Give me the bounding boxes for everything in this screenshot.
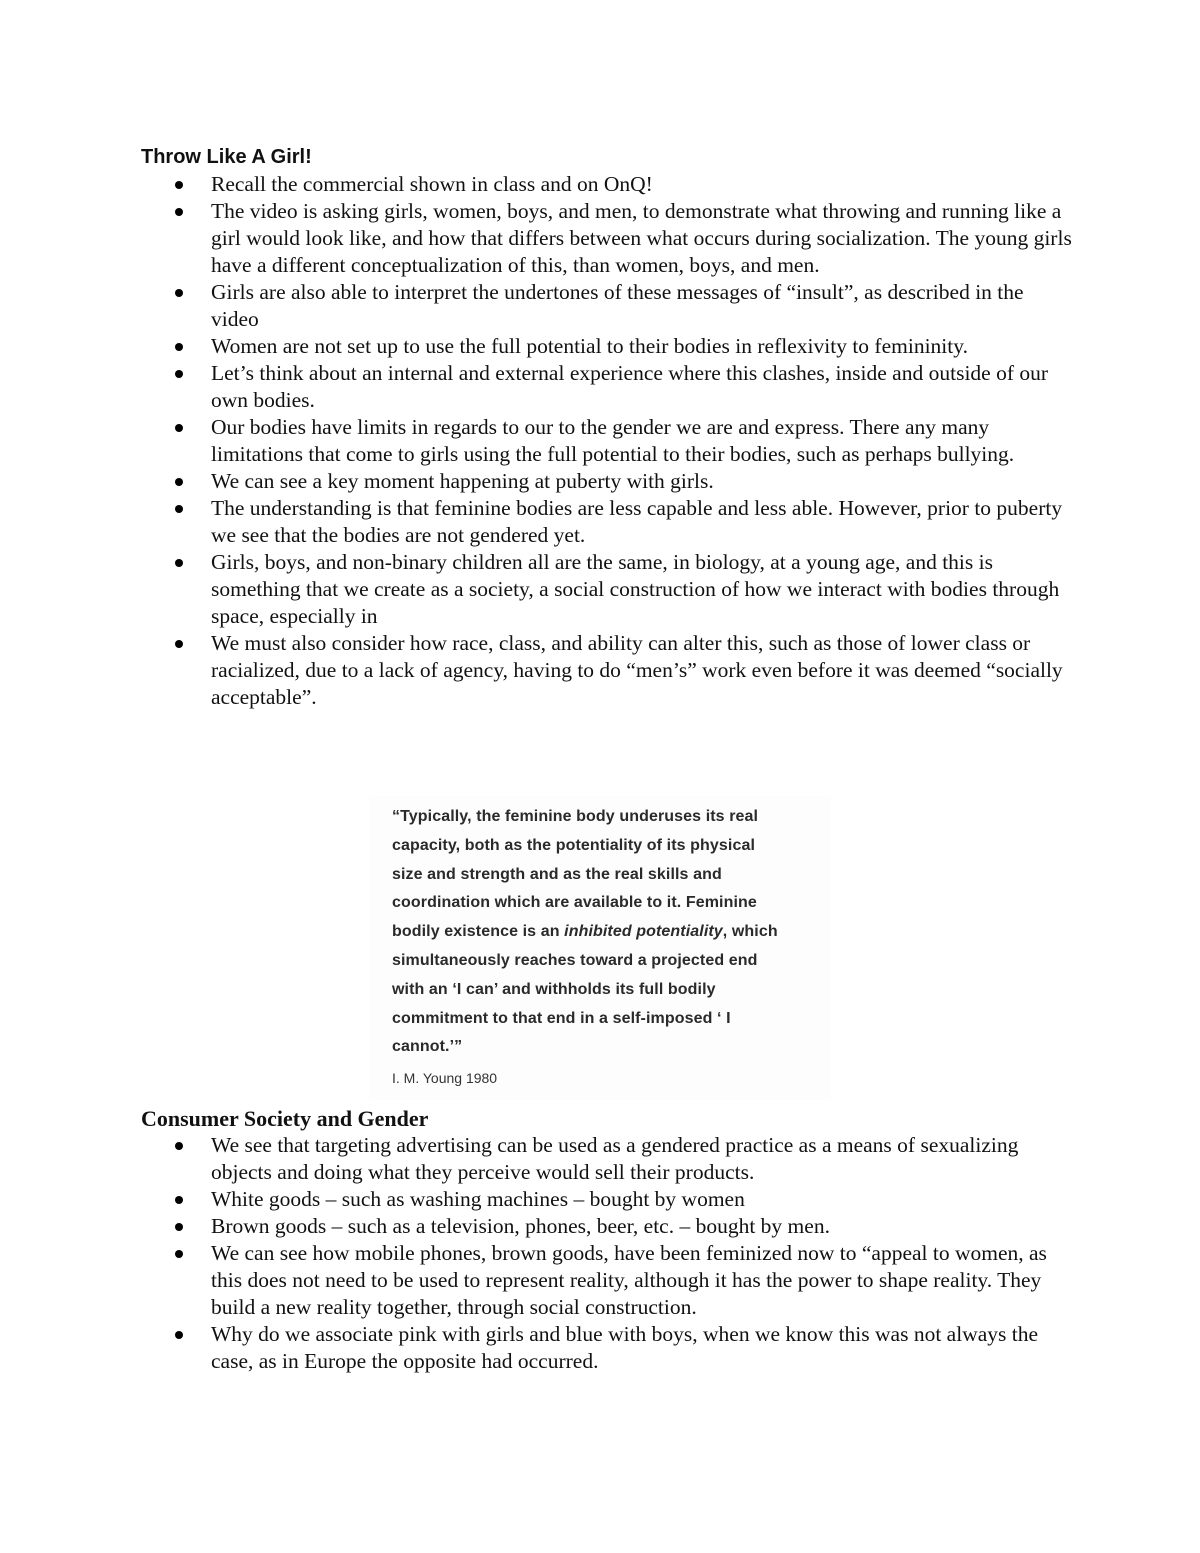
bullet-icon xyxy=(175,1331,183,1339)
section-heading-consumer-society: Consumer Society and Gender xyxy=(141,1106,429,1131)
list-item-text: The understanding is that feminine bodies are less capable and less able. However, prior to puberty we see that the bodies are not gendered yet. xyxy=(211,496,1063,547)
list-item-text: Our bodies have limits in regards to our to the gender we are and express. There any many limitations that come to girls using the full potential to their bodies, such as perhaps bullying. xyxy=(211,415,1015,466)
list-item-text: We can see a key moment happening at puberty with girls. xyxy=(211,469,714,493)
list-item xyxy=(172,171,1072,198)
quote-line: with an ‘I can’ and withholds its full bodily xyxy=(392,981,716,998)
list-item xyxy=(172,333,1072,360)
list-item xyxy=(172,1321,1072,1375)
bullet-list-consumer-society xyxy=(172,1132,1072,1375)
list-item xyxy=(172,630,1072,711)
bullet-icon xyxy=(175,559,183,567)
list-item xyxy=(172,414,1072,468)
bullet-icon xyxy=(175,370,183,378)
bullet-icon xyxy=(175,424,183,432)
list-item xyxy=(172,549,1072,630)
bullet-icon xyxy=(175,1223,183,1231)
list-item xyxy=(172,1186,1072,1213)
list-item xyxy=(172,1240,1072,1321)
list-item-text: We see that targeting advertising can be used as a gendered practice as a means of sexualizing objects and doing what they perceive would sell their products. xyxy=(211,1133,1019,1184)
bullet-icon xyxy=(175,343,183,351)
quote-text: , which xyxy=(722,923,778,940)
quote-line: commitment to that end in a self-imposed ‘ I xyxy=(392,1010,731,1027)
bullet-list-throw-like-a-girl xyxy=(172,171,1072,711)
quote-line: cannot.’” xyxy=(392,1038,463,1055)
quote-line: coordination which are available to it. Feminine xyxy=(392,894,757,911)
quote-line: size and strength and as the real skills and xyxy=(392,866,722,883)
bullet-icon xyxy=(175,181,183,189)
quote-line: capacity, both as the potentiality of its physical xyxy=(392,837,755,854)
quote-citation: I. M. Young 1980 xyxy=(392,1070,498,1086)
quote-text: bodily existence is an xyxy=(392,923,565,940)
list-item xyxy=(172,198,1072,279)
bullet-icon xyxy=(175,505,183,513)
bullet-icon xyxy=(175,1142,183,1150)
quote-line: simultaneously reaches toward a projected end xyxy=(392,952,758,969)
bullet-icon xyxy=(175,1196,183,1204)
list-item-text: Recall the commercial shown in class and on OnQ! xyxy=(211,172,653,196)
list-item-text: The video is asking girls, women, boys, and men, to demonstrate what throwing and running like a girl would look like, and how that differs between what occurs during socialization. The young girls have a different conceptualization of this, than women, boys, and men. xyxy=(211,199,1072,277)
list-item xyxy=(172,1213,1072,1240)
list-item xyxy=(172,468,1072,495)
list-item xyxy=(172,279,1072,333)
section-heading-throw-like-a-girl: Throw Like A Girl! xyxy=(141,146,312,168)
list-item-text: Let’s think about an internal and external experience where this clashes, inside and outside of our own bodies. xyxy=(211,361,1049,412)
list-item-text: Women are not set up to use the full potential to their bodies in reflexivity to femininity. xyxy=(211,334,968,358)
quote-line xyxy=(392,923,778,941)
bullet-icon xyxy=(175,1250,183,1258)
list-item-text: We can see how mobile phones, brown goods, have been feminized now to “appeal to women, as this does not need to be used to represent reality, although it has the power to shape reality. They build a new reality together, through social construction. xyxy=(211,1241,1047,1319)
quote-line: “Typically, the feminine body underuses its real xyxy=(392,808,759,825)
bullet-icon xyxy=(175,640,183,648)
list-item xyxy=(172,360,1072,414)
list-item-text: Brown goods – such as a television, phones, beer, etc. – bought by men. xyxy=(211,1214,830,1238)
bullet-icon xyxy=(175,478,183,486)
quote-image xyxy=(369,796,831,1100)
bullet-icon xyxy=(175,289,183,297)
list-item xyxy=(172,1132,1072,1186)
list-item-text: We must also consider how race, class, and ability can alter this, such as those of lower class or racialized, due to a lack of agency, having to do “men’s” work even before it was deemed “socially acceptable”. xyxy=(211,631,1063,709)
list-item-text: Girls are also able to interpret the undertones of these messages of “insult”, as described in the video xyxy=(211,280,1024,331)
list-item-text: White goods – such as washing machines – bought by women xyxy=(211,1187,745,1211)
bullet-icon xyxy=(175,208,183,216)
list-item xyxy=(172,495,1072,549)
quote-emphasis: inhibited potentiality xyxy=(564,923,723,940)
list-item-text: Girls, boys, and non-binary children all are the same, in biology, at a young age, and this is something that we create as a society, a social construction of how we interact with bodies through space, especially in xyxy=(211,550,1060,628)
list-item-text: Why do we associate pink with girls and blue with boys, when we know this was not always the case, as in Europe the opposite had occurred. xyxy=(211,1322,1039,1373)
